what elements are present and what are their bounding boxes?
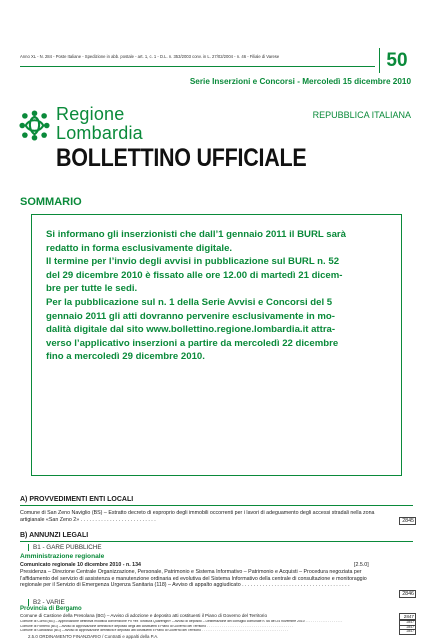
- page-ref[interactable]: 2847: [399, 620, 416, 626]
- provincia-bergamo-heading: Provincia di Bergamo: [20, 606, 82, 612]
- notice-line: fino a mercoledì 29 dicembre 2010.: [46, 351, 205, 363]
- notice-line: Il termine per l’invio degli avvisi in pubblicazione sul BURL n. 52: [46, 256, 340, 268]
- section-b-title: B) ANNUNZI LEGALI: [20, 532, 89, 539]
- notice-line: dalità digitale dal sito www.bollettino.regione.lombardia.it attra-: [46, 324, 336, 336]
- notice-line: Si informano gli inserzionisti che dall’1 gennaio 2011 il BURL sarà: [46, 229, 346, 240]
- subsection-b1: B1 - GARE PUBBLICHE: [28, 544, 102, 551]
- subsection-b2: B2 - VARIE: [28, 599, 65, 606]
- toc-entry[interactable]: Comune di San Zeno Naviglio (BS) – Estratto decreto di esproprio degli immobili occorrenti per i lavori di adeguamento degli accessi stradali nella zona artigianale «San Zeno 2» . . . . . . . . . . . . . . . . . . . . . . . . . .: [20, 510, 375, 523]
- page-title: BOLLETTINO UFFICIALE: [56, 144, 307, 172]
- page-ref[interactable]: 2845: [399, 517, 416, 525]
- issue-number: 50: [379, 48, 414, 73]
- footer-note: 2.5.0 ORDINAMENTO FINANZIARIO / Contratti e appalti della P.A.: [28, 634, 159, 639]
- notice-line: del 29 dicembre 2010 è fissato alle ore 12.00 di martedì 21 dicem-: [46, 269, 343, 281]
- toc-entry[interactable]: Comune di Castione della Presolana (BG) – Avviso di adozione e deposito atti costituenti il Piano di Governo del Territorio: [20, 613, 268, 618]
- sommario-heading: SOMMARIO: [20, 196, 82, 208]
- toc-entry[interactable]: Comune di Gandosso (BG) – Avviso di approvazione definitiva e deposito atti costituenti il Piano di Governo del Territorio . . . . . . . . . . . . . . . . . . . . . . . . . . . . . . . . . . . . . . . . . . . . . .: [20, 629, 288, 632]
- notice-line: verso l’applicativo inserzioni a partire da mercoledì 22 dicembre: [46, 337, 339, 349]
- page-ref[interactable]: 2846: [399, 590, 416, 598]
- postal-info-line: Anno XL - N. 284 - Poste Italiane - Spedizione in abb. postale - art. 1, c. 1 - D.L. n. 353/2003 conv. in L. 27/02/2004 - n. 46 - Filiale di Varese: [20, 54, 280, 59]
- toc-entry[interactable]: Comune di Fonteno (BG) – Avviso di approvazione definitiva e deposito degli atti costituenti il Piano di Governo del Territorio . . . . . . . . . . . . . . . . . . . . . . . . . . . . . . . . . . . . . . . . . . . . . .: [20, 624, 293, 628]
- toc-entry[interactable]: Presidenza – Direzione Centrale Organizzazione, Personale, Patrimonio e Sistema Informativo – Patrimonio e Acquisti – Procedura negoziata per l’affidamento del servizio di assistenza e manutenzione ordinaria ed evolutiva del Sistema Informativo della centrale di consultazione e monitoraggio regionale per il Servizio di Emergenza Urgenza Sanitaria (118) – Avviso di appalto aggiudicato . . . . . . . . . . . . . . . . . . . . . . . . . . . . . . . . . . . . .: [20, 569, 367, 589]
- page-ref[interactable]: 2847: [399, 613, 416, 620]
- page-ref[interactable]: 2847: [399, 625, 416, 631]
- logo-text-lombardia: Lombardia: [56, 123, 143, 143]
- logo-text-regione: Regione: [56, 104, 125, 124]
- page-ref[interactable]: 2847: [399, 629, 416, 635]
- comunicato-title[interactable]: Comunicato regionale 10 dicembre 2010 - n. 134: [20, 562, 141, 568]
- amministrazione-regionale-heading: Amministrazione regionale: [20, 553, 105, 560]
- notice-line: gennaio 2011 gli atti dovranno pervenire esclusivamente in mo-: [46, 310, 335, 322]
- section-a-title: A) PROVVEDIMENTI ENTI LOCALI: [20, 496, 134, 503]
- notice-line: bre per tutte le sedi.: [46, 283, 138, 295]
- series-line: Serie Inserzioni e Concorsi - Mercoledì 15 dicembre 2010: [189, 77, 411, 86]
- comunicato-code: [2.5.0]: [354, 562, 369, 568]
- toc-entry[interactable]: Comune di Curno (BG) – Approvazione definitiva modifica convenzione PII «ex Torcitura Quarenghi» – Avviso di deposito – Deliberazione del consiglio comunale n. 66 del 24 novembre 2010 . . . . . . . . . . . . . . . . . . . .: [20, 620, 343, 623]
- republic-label: REPUBBLICA ITALIANA: [312, 110, 411, 120]
- notice-line: redatto in forma esclusivamente digitale.: [46, 242, 233, 254]
- notice-line: Per la pubblicazione sul n. 1 della Serie Avvisi e Concorsi del 5: [46, 296, 333, 308]
